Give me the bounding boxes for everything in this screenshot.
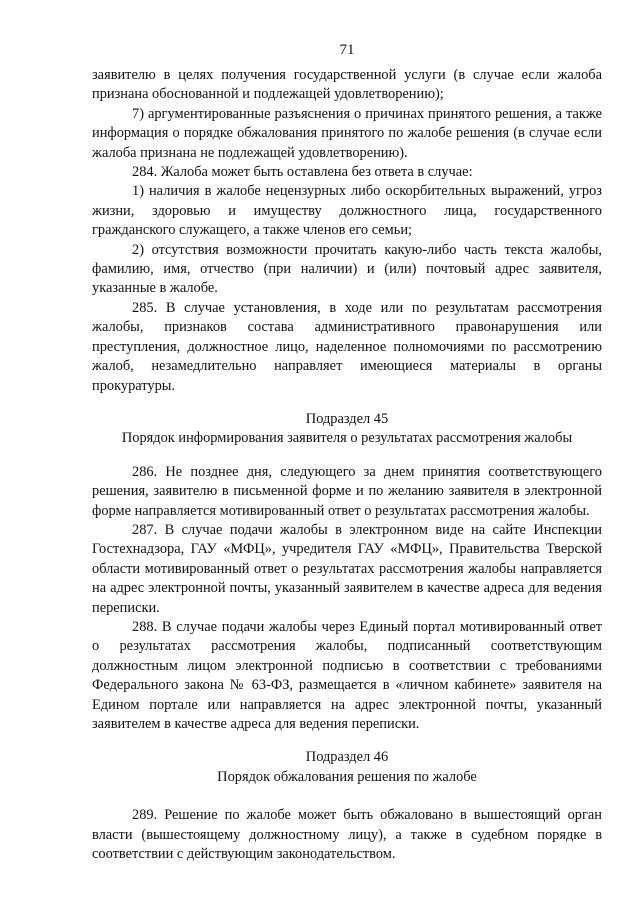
paragraph-288: 288. В случае подачи жалобы через Единый портал мотивированный ответ о результатах рассмотрения жалобы, подписанный соответствующим должностным лицом электронной подписью в соответствии с требованиями Федерального закона № 63-ФЗ, размещается в «личном кабинете» заявителя на Едином портале или направляется на адрес электронной почты, указанный заявителем в качестве адреса для ведения переписки.: [92, 618, 602, 732]
page-number: 71: [339, 42, 355, 58]
spacer: [92, 396, 602, 410]
subsection-46-label: Подраздел 46: [305, 749, 389, 766]
paragraph-287: 287. В случае подачи жалобы в электронном виде на сайте Инспекции Гостехнадзора, ГАУ «МФЦ», учредителя ГАУ «МФЦ», Правительства Тверской области мотивированный ответ о результатах рассмотрения жалобы направляется на адрес электронной почты, указанный заявителем в качестве адреса для ведения переписки.: [92, 521, 602, 616]
subsection-45-label: Подраздел 45: [305, 410, 389, 427]
paragraph-284: 284. Жалоба может быть оставлена без ответа в случае:: [132, 164, 473, 181]
paragraph-285: 285. В случае установления, в ходе или по результатам рассмотрения жалобы, признаков состава административного правонарушения или преступления, должностное лицо, наделенное полномочиями по рассмотрению жалоб, незамедлительно направляет имеющиеся материалы в органы прокуратуры.: [92, 299, 602, 394]
paragraph-289: 289. Решение по жалобе может быть обжаловано в вышестоящий орган власти (вышестоящему должностному лицу), а также в судебном порядке в соответствии с действующим законодательством.: [92, 807, 602, 863]
paragraph-continuation: заявителю в целях получения государственной услуги (в случае если жалоба признана обоснованной и подлежащей удовлетворению);: [92, 67, 602, 103]
paragraph-286: 286. Не позднее дня, следующего за днем принятия соответствующего решения, заявителю в письменной форме и по желанию заявителя в электронной форме направляется мотивированный ответ о результатах рассмотрения жалобы.: [92, 463, 602, 519]
paragraph-item-7: 7) аргументированные разъяснения о причинах принятого решения, а также информация о порядке обжалования принятого по жалобе решения (в случае если жалоба признана не подлежащей удовлетворению).: [92, 105, 602, 161]
spacer: [92, 787, 602, 806]
paragraph-284-2: 2) отсутствия возможности прочитать какую-либо часть текста жалобы, фамилию, имя, отчество (при наличии) и (или) почтовый адрес заявителя, указанные в жалобе.: [92, 241, 602, 297]
spacer: [92, 734, 602, 748]
subsection-46-title: Порядок обжалования решения по жалобе: [217, 768, 477, 785]
paragraphs-mid: [92, 463, 602, 735]
paragraph-284-1: 1) наличия в жалобе нецензурных либо оскорбительных выражений, угроз жизни, здоровью и имуществу должностного лица, государственного гражданского служащего, а также членов его семьи;: [92, 183, 602, 239]
document-body: [92, 66, 602, 864]
spacer: [92, 449, 602, 463]
subsection-45-title: Порядок информирования заявителя о результатах рассмотрения жалобы: [121, 430, 573, 447]
paragraphs-bottom: [92, 806, 602, 864]
paragraphs-top: [92, 66, 602, 396]
